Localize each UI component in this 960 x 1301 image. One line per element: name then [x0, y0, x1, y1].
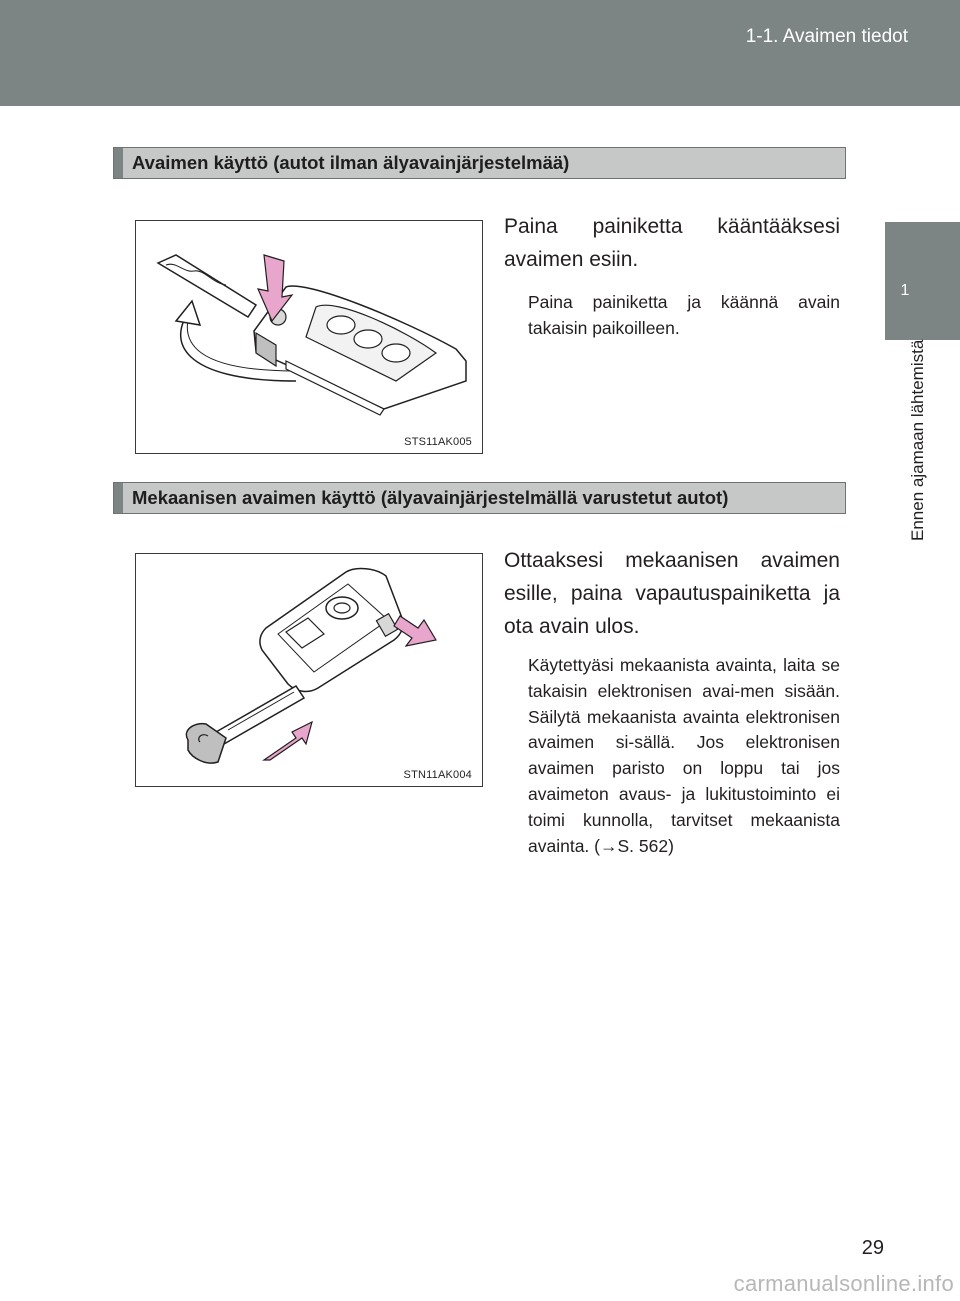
chapter-number: 1 [900, 282, 910, 299]
instruction-sub: Paina painiketta ja käännä avain takaisin paikoilleen. [528, 292, 840, 338]
figure-fold-key [135, 220, 483, 454]
header-band [0, 0, 960, 106]
chapter-tab [885, 222, 960, 340]
figure-code: STS11AK005 [404, 436, 472, 448]
figure-mechanical-key [135, 553, 483, 787]
page-number: 29 [861, 1237, 884, 1259]
section-heading-mechanical-key [113, 482, 846, 514]
chapter-title: Ennen ajamaan lähtemistä [908, 340, 927, 542]
instruction-main: Paina painiketta kääntääksesi avaimen esiin. [504, 215, 840, 271]
figure-code: STN11AK004 [403, 769, 472, 781]
section-heading-key-fold [113, 147, 846, 179]
instruction-sub: Käytettyäsi mekaanista avainta, laita se takaisin elektronisen avai-men sisään. Säilytä mekaanista avainta elektronisen avaimen si-sällä. Jos elektronisen avaimen paristo on loppu tai jos avaimeton avaus- ja lukitustoiminto ei toimi kunnolla, tarvitset mekaanista avainta. (→S. 562) [528, 655, 840, 856]
instruction-main: Ottaaksesi mekaanisen avaimen esille, paina vapautuspainiketta ja ota avain ulos. [504, 549, 840, 638]
heading-accent [114, 483, 123, 513]
section-title: 1-1. Avaimen tiedot [745, 26, 908, 47]
mechanical-key-illustration [136, 554, 481, 785]
watermark[interactable]: carmanualsonline.info [733, 1271, 954, 1296]
heading-text: Mekaanisen avaimen käyttö (älyavainjärjestelmällä varustetut autot) [132, 487, 729, 508]
fold-key-illustration [136, 221, 481, 452]
heading-accent [114, 148, 123, 178]
heading-text: Avaimen käyttö (autot ilman älyavainjärjestelmää) [132, 152, 570, 173]
